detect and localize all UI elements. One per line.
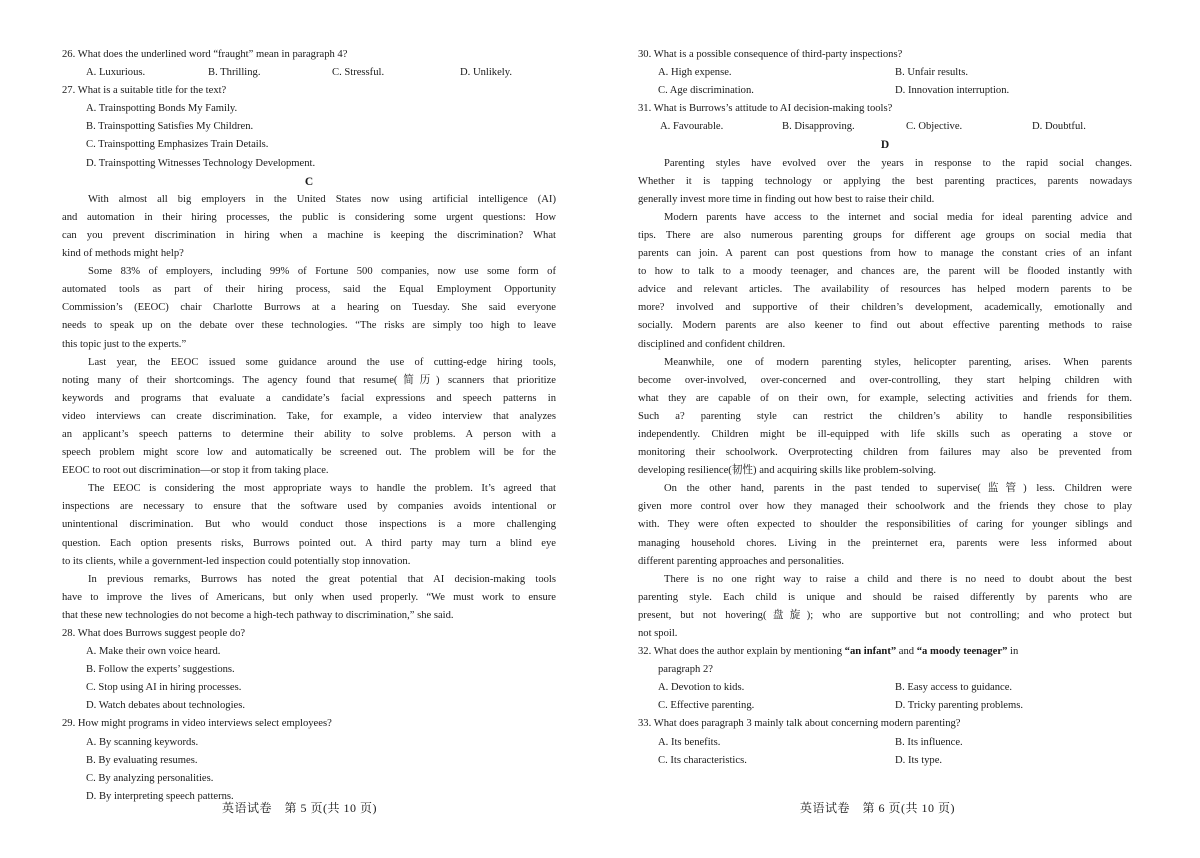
text-line: present, but not hovering(盘旋); who are supportive but not controlling; and who protect but xyxy=(638,609,1132,621)
option-26d: D. Unlikely. xyxy=(460,67,512,79)
question-32-stem xyxy=(638,643,1132,661)
text-line: tips. There are also numerous parenting groups for different age groups on social media that xyxy=(638,229,1132,241)
option-33c: C. Its characteristics. xyxy=(658,754,747,766)
option-32a: A. Devotion to kids. xyxy=(658,682,745,694)
page-footer-left: 英语试卷 第 5 页(共 10 页) xyxy=(222,801,377,815)
text-line: On the other hand, parents in the past tended to supervise(监管) less. Children were xyxy=(664,483,1132,495)
question-31-stem: 31. What is Burrows’s attitude to AI decision-making tools? xyxy=(638,103,893,115)
option-30a: A. High expense. xyxy=(658,67,732,79)
question-33-stem: 33. What does paragraph 3 mainly talk about concerning modern parenting? xyxy=(638,718,961,730)
q32-stem-text: 32. What does the author explain by mentioning xyxy=(638,646,845,658)
text-line: advice and relevant articles. The availability of resources has helped modern parents to be xyxy=(638,284,1132,296)
text-line: There is no one right way to raise a child and there is no need to doubt about the best xyxy=(664,573,1132,585)
passage-d-para-1 xyxy=(638,155,1132,209)
text-line: Meanwhile, one of modern parenting styles, helicopter parenting, arises. When parents xyxy=(664,356,1132,368)
option-27a: A. Trainspotting Bonds My Family. xyxy=(86,103,238,115)
section-heading-d: D xyxy=(880,139,890,152)
text-line: kind of methods might help? xyxy=(62,248,184,260)
text-line: Last year, the EEOC issued some guidance around the use of cutting-edge hiring tools, xyxy=(88,356,556,368)
option-31c: C. Objective. xyxy=(906,121,963,133)
passage-c-para-2 xyxy=(62,263,556,353)
option-31b: B. Disapproving. xyxy=(782,121,855,133)
text-line: become over-involved, over-concerned and over-controlling, they start helping children with xyxy=(638,374,1132,386)
text-line: keywords and programs that evaluate a candidate’s facial expressions and speech patterns in xyxy=(62,392,556,404)
text-line: needs to speak up on the debate over these technologies. “The risks are simply too high to leave xyxy=(62,320,556,332)
left-page xyxy=(62,46,556,806)
question-32-options-row2 xyxy=(638,697,1132,715)
passage-c-para-5 xyxy=(62,571,556,625)
passage-d xyxy=(638,155,1132,644)
option-31a: A. Favourable. xyxy=(660,121,724,133)
text-line: Whether it is tapping technology or applying the best parenting practices, parents nowadays xyxy=(638,175,1132,187)
text-line: Commission’s (EEOC) chair Charlotte Burrows at a hearing on Tuesday. She said everyone xyxy=(62,302,556,314)
option-30d: D. Innovation interruption. xyxy=(895,85,1010,97)
text-line: to its clients, while a government-led inspection could potentially stop innovation. xyxy=(62,555,411,567)
option-26b: B. Thrilling. xyxy=(208,67,261,79)
text-line: monitoring their schoolwork. Overprotecting children from failures may also be prevented from xyxy=(638,447,1132,459)
question-30-options-row2 xyxy=(638,82,1132,100)
question-32-options-row1 xyxy=(638,679,1132,697)
question-33-options-row1 xyxy=(638,734,1132,752)
text-line: to how to talk to a moody teenager, and chances are, the parent will be flooded instantly with xyxy=(638,266,1132,278)
option-27b: B. Trainspotting Satisfies My Children. xyxy=(86,121,254,133)
passage-d-para-3 xyxy=(638,354,1132,481)
option-28a: A. Make their own voice heard. xyxy=(86,646,221,658)
text-line: EEOC to root out discrimination—or stop it from taking place. xyxy=(62,465,329,477)
passage-d-para-5 xyxy=(638,571,1132,643)
option-26a: A. Luxurious. xyxy=(86,67,146,79)
option-31d: D. Doubtful. xyxy=(1032,121,1086,133)
option-26c: C. Stressful. xyxy=(332,67,385,79)
option-30c: C. Age discrimination. xyxy=(658,85,754,97)
option-28c: C. Stop using AI in hiring processes. xyxy=(86,682,242,694)
question-29-stem: 29. How might programs in video interviews select employees? xyxy=(62,718,332,730)
text-line: video interviews can create discrimination. Take, for example, a video interview that analyzes xyxy=(62,410,556,422)
text-line: Parenting styles have evolved over the years in response to the rapid social changes. xyxy=(664,157,1132,169)
question-26-options xyxy=(62,64,556,82)
option-29a: A. By scanning keywords. xyxy=(86,736,199,748)
text-line: parents can join. A parent can post questions from how to manage the constant cries of an infant xyxy=(638,248,1132,260)
text-line: automated tools as part of their hiring process, said the Equal Employment Opportunity xyxy=(62,284,556,296)
passage-c-para-3 xyxy=(62,354,556,481)
q32-stem-line2: paragraph 2? xyxy=(658,664,713,676)
option-30b: B. Unfair results. xyxy=(895,67,968,79)
text-line: managing household chores. Living in the preinternet era, parents were less informed about xyxy=(638,537,1132,549)
text-line: The EEOC is considering the most appropriate ways to handle the problem. It’s agreed that xyxy=(88,483,556,495)
option-33d: D. Its type. xyxy=(895,754,943,766)
option-28b: B. Follow the experts’ suggestions. xyxy=(86,664,235,676)
option-29c: C. By analyzing personalities. xyxy=(86,772,214,784)
text-line: unintentional discrimination. But who would conduct those inspections is a more challenging xyxy=(62,519,556,531)
option-27d: D. Trainspotting Witnesses Technology Development. xyxy=(86,157,316,169)
option-29b: B. By evaluating resumes. xyxy=(86,754,198,766)
text-line: generally invest more time in finding out how best to raise their child. xyxy=(638,193,935,205)
text-line: Some 83% of employers, including 99% of Fortune 500 companies, now use some form of xyxy=(88,266,556,278)
q32-keyword-teenager: “a moody teenager” xyxy=(916,646,1008,658)
text-line: independently. Children might be ill-equipped with life skills such as operating a stove or xyxy=(638,428,1132,440)
text-line: Modern parents have access to the internet and social media for ideal parenting advice and xyxy=(664,211,1132,223)
question-27-stem: 27. What is a suitable title for the text? xyxy=(62,85,227,97)
text-line: and automation in their hiring processes, the public is considering some urgent questions: How xyxy=(62,211,556,223)
option-32b: B. Easy access to guidance. xyxy=(895,682,1013,694)
passage-c-para-4 xyxy=(62,480,556,570)
question-31-options xyxy=(638,118,1132,136)
text-line: have to improve the lives of Americans, but only when used properly. “We must work to ensure xyxy=(62,591,556,603)
q32-keyword-infant: “an infant” xyxy=(844,646,897,658)
text-line: an applicant’s speech patterns to determine their ability to solve problems. A person with a xyxy=(62,428,556,440)
question-33-options-row2 xyxy=(638,752,1132,770)
passage-d-para-4 xyxy=(638,480,1132,570)
q32-stem-text: and xyxy=(896,646,917,658)
question-28-stem: 28. What does Burrows suggest people do? xyxy=(62,628,246,639)
option-27c: C. Trainspotting Emphasizes Train Details. xyxy=(86,139,269,151)
text-line: developing resilience(韧性) and acquiring skills like problem-solving. xyxy=(638,465,937,477)
question-30-stem: 30. What is a possible consequence of third-party inspections? xyxy=(638,49,903,60)
passage-c-para-1 xyxy=(62,191,556,263)
text-line: Such a? parenting style can restrict the children’s ability to handle responsibilities xyxy=(638,410,1132,422)
option-29d: D. By interpreting speech patterns. xyxy=(86,790,234,802)
text-line: with. They were often expected to shoulder the responsibilities of caring for younger siblings and xyxy=(638,519,1132,531)
option-32c: C. Effective parenting. xyxy=(658,700,755,712)
right-page xyxy=(638,46,1132,770)
option-33a: A. Its benefits. xyxy=(658,736,721,748)
text-line: given more control over how they managed their schoolwork and the friends they chose to play xyxy=(638,501,1132,513)
text-line: not spoil. xyxy=(638,628,678,639)
text-line: With almost all big employers in the United States now using artificial intelligence (AI) xyxy=(88,193,556,205)
text-line: inspections are necessary to ensure that the software used by companies avoids intentional or xyxy=(62,501,556,513)
option-28d: D. Watch debates about technologies. xyxy=(86,700,245,712)
text-line: noting many of their shortcomings. The agency found that resume(简历) scanners that prioritize xyxy=(62,374,556,386)
text-line: question. Each option presents risks, Burrows pointed out. A third party may turn a blind eye xyxy=(62,537,556,549)
option-33b: B. Its influence. xyxy=(895,736,963,748)
text-line: different parenting approaches and personalities. xyxy=(638,555,845,567)
text-line: more? involved and supportive of their children’s development, academically, emotionally and xyxy=(638,302,1132,314)
option-32d: D. Tricky parenting problems. xyxy=(895,700,1023,712)
section-heading-c: C xyxy=(304,175,314,188)
text-line: this topic just to the experts.” xyxy=(62,338,187,350)
text-line: that these new technologies do not become a high-tech pathway to discrimination,” she said. xyxy=(62,609,454,621)
text-line: socially. Modern parents are also keener to find out about effective parenting methods to raise xyxy=(638,320,1132,332)
text-line: disciplined and confident children. xyxy=(638,338,786,350)
page-footer-right: 英语试卷 第 6 页(共 10 页) xyxy=(800,801,955,815)
question-30-options-row1 xyxy=(638,64,1132,82)
text-line: In previous remarks, Burrows has noted the great potential that AI decision-making tools xyxy=(88,573,556,585)
text-line: can you prevent discrimination in hiring when a machine is keeping the discrimination? What xyxy=(62,229,556,241)
passage-c xyxy=(62,191,556,625)
text-line: speech problem might score low and automatically be screened out. The problem will be for the xyxy=(62,447,556,459)
question-26-stem: 26. What does the underlined word “fraught” mean in paragraph 4? xyxy=(62,49,348,60)
q32-stem-text: in xyxy=(1007,646,1019,658)
text-line: what they are capable of on their own, for example, selecting activities and friends for them. xyxy=(638,392,1132,404)
passage-d-para-2 xyxy=(638,209,1132,354)
text-line: parenting style. Each child is unique and should be raised differently by parents who are xyxy=(638,591,1132,603)
